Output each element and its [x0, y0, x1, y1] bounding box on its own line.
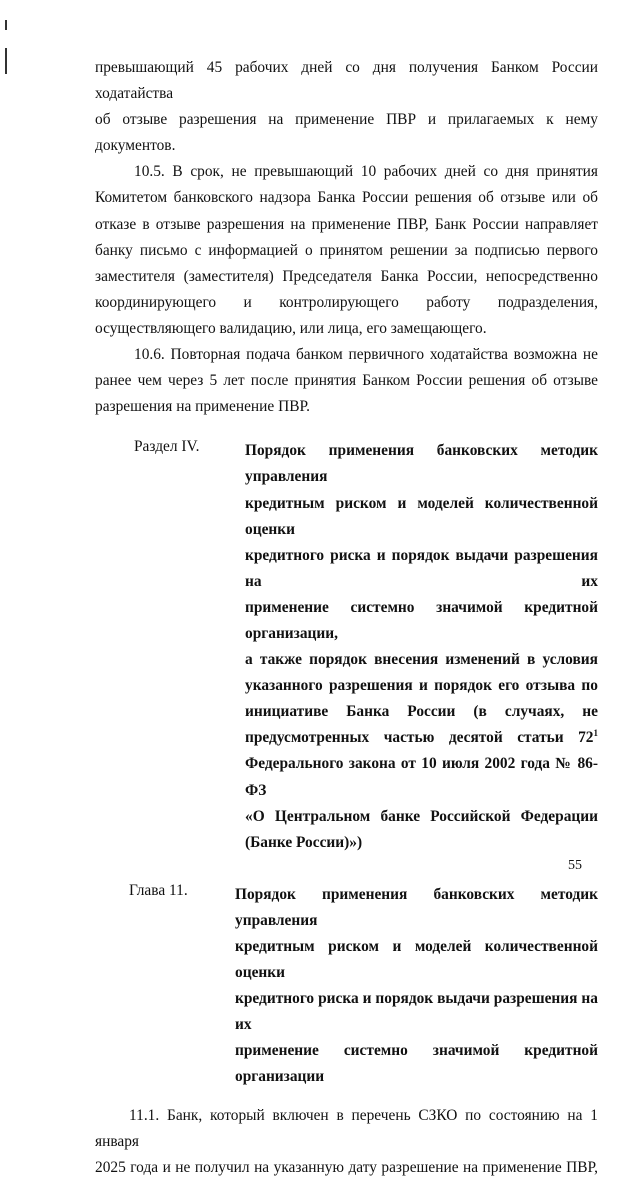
section-label: Раздел IV. [134, 438, 200, 456]
chapter-label: Глава 11. [129, 881, 188, 899]
paragraph-continuation [95, 55, 598, 159]
text-line: Комитетом банковского надзора Банка России решения об отзыве или об [95, 189, 598, 207]
scan-edge-mark [5, 20, 7, 30]
heading-line: кредитного риска и порядок выдачи разрешения на их [235, 990, 598, 1034]
text-line: ранее чем через 5 лет после принятия Банком России решения об отзыве [95, 372, 598, 390]
chapter-title [235, 882, 598, 1091]
heading-line: кредитного риска и порядок выдачи разрешения на их [245, 546, 598, 590]
section-title [245, 438, 598, 856]
heading-line: указанного разрешения и порядок его отзыва по [245, 677, 598, 695]
page-number: 55 [568, 858, 582, 873]
heading-line: а также порядок внесения изменений в условия [245, 651, 598, 669]
paragraph-10-5 [95, 159, 598, 342]
heading-line: кредитным риском и моделей количественной оценки [245, 494, 598, 538]
heading-line: (Банке России)») [245, 833, 363, 851]
heading-line: Порядок применения банковских методик управления [245, 442, 598, 486]
paragraph-11-1 [95, 1103, 598, 1181]
text-line: банку письмо с информацией о принятом решении за подписью первого [95, 241, 598, 259]
heading-line: применение системно значимой кредитной организации [235, 1042, 598, 1086]
document-page [95, 55, 598, 1181]
heading-line: Федерального закона от 10 июля 2002 года № 86-ФЗ [245, 755, 598, 799]
text-line: отказе в отзыве разрешения на применение ПВР, Банк России направляет [95, 215, 598, 233]
text-line: заместителя (заместителя) Председателя Банка России, непосредственно [95, 267, 598, 285]
heading-line: Порядок применения банковских методик управления [235, 885, 598, 929]
section-heading [95, 438, 598, 856]
footnote-superscript: 1 [593, 728, 598, 739]
text-line: разрешения на применение ПВР. [95, 398, 310, 416]
heading-line [245, 725, 598, 751]
heading-line: инициативе Банка России (в случаях, не [245, 703, 598, 721]
text-line: осуществляющего валидацию, или лица, его замещающего. [95, 319, 487, 337]
text-line: об отзыве разрешения на применение ПВР и прилагаемых к нему документов. [95, 111, 598, 155]
text-line: 2025 года и не получил на указанную дату разрешение на применение ПВР, [95, 1158, 598, 1176]
text-line: 11.1. Банк, который включен в перечень СЗКО по состоянию на 1 января [95, 1106, 598, 1150]
text-line: координирующего и контролирующего работу подразделения, [95, 293, 598, 311]
scan-edge-mark [5, 48, 7, 74]
paragraph-10-6 [95, 342, 598, 420]
text-line: превышающий 45 рабочих дней со дня получения Банком России ходатайства [95, 59, 598, 103]
heading-line-text: предусмотренных частью десятой статьи 72 [245, 729, 594, 747]
heading-line: применение системно значимой кредитной организации, [245, 598, 598, 642]
text-line: 10.6. Повторная подача банком первичного ходатайства возможна не [134, 346, 598, 364]
text-line: 10.5. В срок, не превышающий 10 рабочих дней со дня принятия [134, 163, 598, 181]
chapter-heading [95, 882, 598, 1091]
heading-line: «О Центральном банке Российской Федерации [245, 807, 598, 825]
heading-line: кредитным риском и моделей количественной оценки [235, 938, 598, 982]
